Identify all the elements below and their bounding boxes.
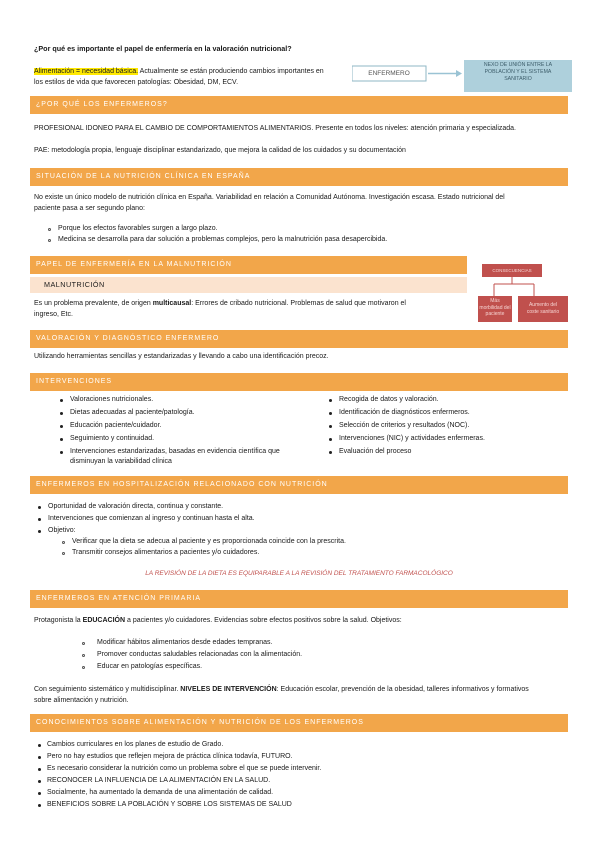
situacion-p1a: No existe un único modelo de nutrición clínica en España. Variabilidad en relación a Comunidad Autónoma. Investigación escasa. Estado nutricional del [34, 194, 505, 201]
situacion-item-2: Medicina se desarrolla para dar solución a problemas complejos, pero la malnutrición pasa desapercibida. [58, 236, 388, 243]
section-header-por-que: ¿POR QUÉ LOS ENFERMEROS? [30, 96, 568, 114]
intervencion-left-4: Seguimiento y continuidad. [70, 435, 155, 442]
hospital-sub-2: Transmitir consejos alimentarios a pacientes y/o cuidadores. [72, 549, 260, 556]
section-header-valoracion: VALORACIÓN Y DIAGNÓSTICO ENFERMERO [30, 330, 568, 348]
hospital-item-2: Intervenciones que comienzan al ingreso y continuan hasta el alta. [48, 515, 255, 522]
bullet-circle-icon [48, 239, 51, 242]
hospital-item-3: Objetivo: [48, 527, 76, 534]
bullet-icon [38, 744, 41, 747]
morbilidad-label: Más morbilidad del paciente [479, 298, 511, 317]
intervencion-left-1: Valoraciones nutricionales. [70, 396, 154, 403]
bullet-icon [38, 530, 41, 533]
bullet-icon [329, 438, 332, 441]
consecuencias-label: CONSECUENCIAS [492, 268, 532, 273]
bullet-icon [329, 451, 332, 454]
section-header-intervenciones: INTERVENCIONES [30, 373, 568, 391]
bullet-icon [329, 399, 332, 402]
intervencion-right-4: Intervenciones (NIC) y actividades enfermeras. [339, 435, 485, 442]
bullet-circle-icon [48, 228, 51, 231]
conocimientos-item-5: Socialmente, ha aumentado la demanda de una alimentación de calidad. [47, 789, 274, 796]
section-header-primaria: ENFERMEROS EN ATENCIÓN PRIMARIA [30, 590, 568, 608]
bullet-icon [60, 438, 63, 441]
papel-p1b: ingreso, Etc. [34, 311, 73, 318]
nexo-label: NEXO DE UNIÓN ENTRE LA POBLACIÓN Y EL SISTEMA SANITARIO [483, 62, 553, 82]
bullet-icon [38, 756, 41, 759]
situacion-item-1: Porque los efectos favorables surgen a largo plazo. [58, 225, 218, 232]
section-header-hospital: ENFERMEROS EN HOSPITALIZACIÓN RELACIONADO CON NUTRICIÓN [30, 476, 568, 494]
intervencion-left-5: Intervenciones estandarizadas, basadas en evidencia científica que [70, 448, 280, 455]
bullet-icon [38, 518, 41, 521]
bullet-icon [329, 425, 332, 428]
arrow-head-icon [456, 70, 462, 77]
conocimientos-item-3: Es necesario considerar la nutrición como un problema sobre el que se puede intervenir. [47, 765, 322, 772]
intervencion-right-5: Evaluación del proceso [339, 448, 412, 455]
valoracion-p1: Utilizando herramientas sencillas y estandarizadas y llevando a cabo una identificación precoz. [34, 353, 329, 360]
intervencion-right-1: Recogida de datos y valoración. [339, 396, 439, 403]
intervencion-left-3: Educación paciente/cuidador. [70, 422, 162, 429]
bullet-circle-icon [62, 552, 65, 555]
malnutricion-subheader: MALNUTRICIÓN [44, 280, 105, 289]
primaria-item-3: Educar en patologías específicas. [97, 663, 203, 670]
intro-highlight: Alimentación = necesidad básica. [34, 68, 139, 75]
conocimientos-item-6: BENEFICIOS SOBRE LA POBLACIÓN Y SOBRE LOS SISTEMAS DE SALUD [47, 801, 292, 808]
bullet-icon [60, 399, 63, 402]
bullet-icon [38, 804, 41, 807]
intervencion-right-2: Identificación de diagnósticos enfermeros. [339, 409, 470, 416]
section-header-situacion: SITUACIÓN DE LA NUTRICIÓN CLÍNICA EN ESPAÑA [30, 168, 568, 186]
bullet-circle-icon [82, 654, 85, 657]
enfermero-label: ENFERMERO [368, 70, 410, 77]
conocimientos-item-4: RECONOCER LA INFLUENCIA DE LA ALIMENTACIÓN EN LA SALUD. [47, 777, 271, 784]
bullet-circle-icon [82, 666, 85, 669]
section-header-papel: PAPEL DE ENFERMERÍA EN LA MALNUTRICIÓN [30, 256, 467, 274]
bullet-icon [38, 768, 41, 771]
por-que-p1: PROFESIONAL IDONEO PARA EL CAMBIO DE COMPORTAMIENTOS ALIMENTARIOS. Presente en todos los niveles: atención primaria y especializada. [34, 125, 516, 132]
intro-line-1 [34, 67, 324, 77]
conocimientos-item-1: Cambios curriculares en los planes de estudio de Grado. [47, 741, 224, 748]
papel-p1a: Es un problema prevalente, de origen multicausal: Errores de cribado nutricional. Problemas de salud que motivaron el [34, 300, 406, 307]
situacion-p1b: paciente pasa a ser segundo plano: [34, 205, 145, 212]
hospital-sub-1: Verificar que la dieta se adecua al paciente y es proporcionada coincide con la prescrita. [72, 538, 346, 545]
intervencion-left-2: Dietas adecuadas al paciente/patología. [70, 409, 195, 416]
bullet-icon [329, 412, 332, 415]
bullet-icon [38, 792, 41, 795]
coste-label: Aumento del coste sanitario [526, 302, 560, 315]
primaria-item-1: Modificar hábitos alimentarios desde edades tempranas. [97, 639, 273, 646]
bullet-icon [38, 506, 41, 509]
primaria-item-2: Promover conductas saludables relacionadas con la alimentación. [97, 651, 303, 658]
bullet-icon [38, 780, 41, 783]
section-header-conocimientos: CONOCIMIENTOS SOBRE ALIMENTACIÓN Y NUTRICIÓN DE LOS ENFERMEROS [30, 714, 568, 732]
primaria-p2a: Con seguimiento sistemático y multidisciplinar. NIVELES DE INTERVENCIÓN: Educación escolar, prevención de la obesidad, talleres informativos y formativos [34, 686, 529, 693]
primaria-p1: Protagonista la EDUCACIÓN a pacientes y/o cuidadores. Evidencias sobre efectos positivos sobre la salud. Objetivos: [34, 617, 402, 624]
bullet-circle-icon [82, 642, 85, 645]
bullet-icon [60, 425, 63, 428]
primaria-p2b: sobre alimentación y nutrición. [34, 697, 129, 704]
page-title: ¿Por qué es importante el papel de enfermería en la valoración nutricional? [34, 44, 292, 53]
conocimientos-item-2: Pero no hay estudios que reflejen mejora de práctica clínica todavía, FUTURO. [47, 753, 293, 760]
bullet-icon [60, 412, 63, 415]
hospital-item-1: Oportunidad de valoración directa, continua y constante. [48, 503, 224, 510]
hospital-quote: LA REVISIÓN DE LA DIETA ES EQUIPARABLE A LA REVISIÓN DEL TRATAMIENTO FARMACOLÓGICO [145, 570, 453, 577]
intervencion-left-5b: disminuyan la variabilidad clínica [70, 458, 172, 465]
bullet-circle-icon [62, 541, 65, 544]
intervencion-right-3: Selección de criterios y resultados (NOC). [339, 422, 470, 429]
intro-line-2: los estilos de vida que favorecen patologías: Obesidad, DM, ECV. [34, 79, 239, 86]
bullet-icon [60, 451, 63, 454]
intro-text-1: Actualmente se están produciendo cambios importantes en [138, 68, 324, 75]
por-que-p2: PAE: metodología propia, lenguaje disciplinar estandarizado, que mejora la calidad de los cuidados y su documentación [34, 147, 406, 154]
